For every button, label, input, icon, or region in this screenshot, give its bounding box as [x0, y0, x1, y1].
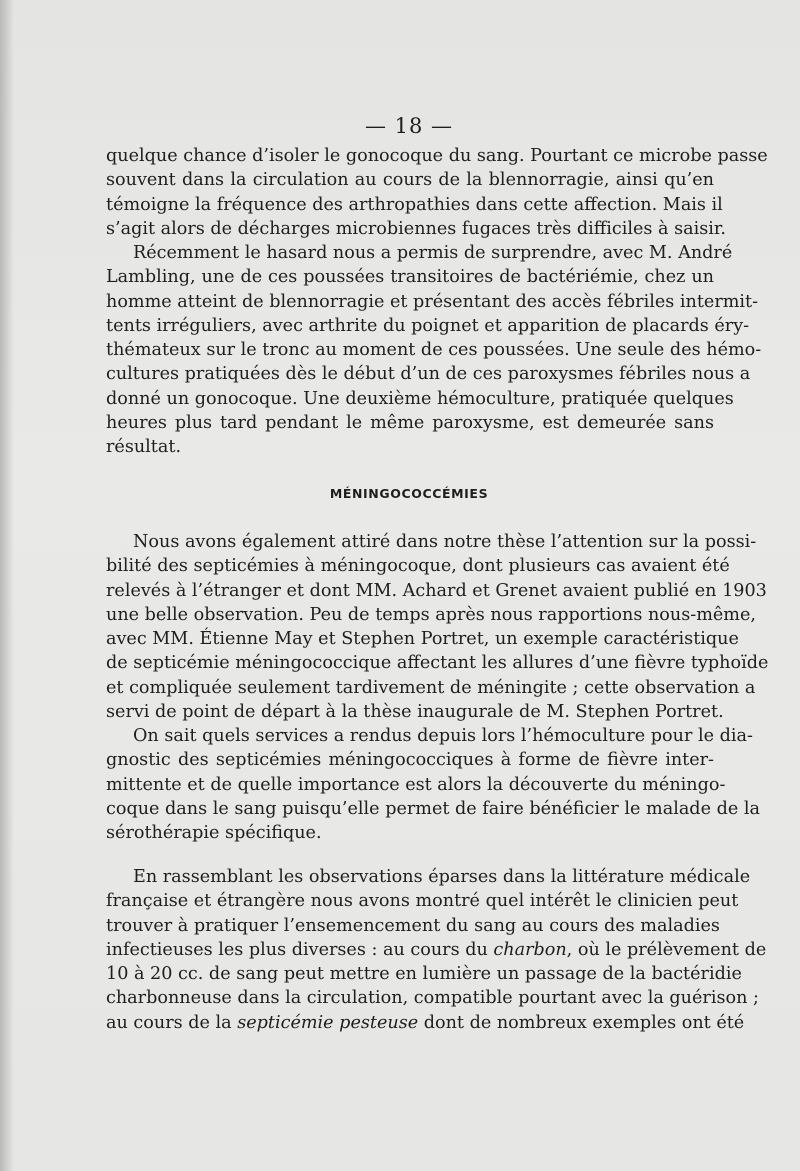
- paragraph-lambling-case: [106, 241, 762, 460]
- text-line: Nous avons également attiré dans notre thèse l’attention sur la possi-: [133, 532, 757, 552]
- italic-term: septicémie pesteuse: [237, 1012, 419, 1033]
- text-line: sérothérapie spécifique.: [106, 823, 322, 844]
- text-segment: dont de nombreux exemples ont été: [418, 1012, 745, 1033]
- text-line: donné un gonocoque. Une deuxième hémoculture, pratiquée quelques: [106, 388, 734, 409]
- text-line: heures plus tard pendant le même paroxysme, est demeurée sans: [106, 413, 714, 434]
- text-line: bilité des septicémies à méningocoque, dont plusieurs cas avaient été: [106, 556, 730, 577]
- text-line: servi de point de départ à la thèse inaugurale de M. Stephen Portret.: [106, 702, 724, 723]
- text-line: Lambling, une de ces poussées transitoires de bactériémie, chez un: [106, 267, 714, 288]
- paragraph-ensemencement: [106, 865, 767, 1035]
- paragraph-meningocoque: [106, 530, 769, 724]
- paragraph-gonocoque: [106, 144, 768, 241]
- text-line: En rassemblant les observations éparses dans la littérature médicale: [133, 867, 751, 887]
- text-line: de septicémie méningococcique affectant les allures d’une fièvre typhoïde: [106, 653, 769, 674]
- text-line: homme atteint de blennorragie et présentant des accès fébriles intermit-: [106, 291, 759, 312]
- text-line: mittente et de quelle importance est alors la découverte du méningo-: [106, 774, 726, 795]
- text-line: française et étrangère nous avons montré quel intérêt le clinicien peut: [106, 891, 739, 912]
- section-heading: MÉNINGOCOCCÉMIES: [329, 486, 489, 501]
- text-line: On sait quels services a rendus depuis lors l’hémoculture pour le dia-: [133, 726, 753, 746]
- text-line: quelque chance d’isoler le gonocoque du sang. Pourtant ce microbe passe: [106, 146, 768, 166]
- text-line: résultat.: [106, 437, 182, 458]
- text-line: et compliquée seulement tardivement de méningite ; cette observation a: [106, 677, 756, 698]
- text-line: tents irréguliers, avec arthrite du poignet et apparition de placards éry-: [106, 315, 750, 336]
- text-line: thémateux sur le tronc au moment de ces poussées. Une seule des hémo-: [106, 340, 762, 361]
- page-number: — 18 —: [364, 114, 454, 138]
- text-line: [106, 1011, 745, 1035]
- text-line: relevés à l’étranger et dont MM. Achard et Grenet avaient publié en 1903: [106, 580, 767, 601]
- text-line: avec MM. Étienne May et Stephen Portret, un exemple caractéristique: [106, 629, 739, 650]
- text-line: cultures pratiquées dès le début d’un de ces paroxysmes fébriles nous a: [106, 364, 751, 385]
- text-line: [106, 938, 767, 962]
- paragraph-hemoculture: [106, 724, 760, 845]
- text-line: charbonneuse dans la circulation, compatible pourtant avec la guérison ;: [106, 988, 759, 1009]
- text-line: trouver à pratiquer l’ensemencement du sang au cours des maladies: [106, 915, 720, 936]
- text-segment: au cours de la: [106, 1012, 238, 1033]
- text-line: souvent dans la circulation au cours de la blennorragie, ainsi qu’en: [106, 170, 714, 191]
- text-line: coque dans le sang puisqu’elle permet de faire bénéficier le malade de la: [106, 798, 760, 819]
- text-line: une belle observation. Peu de temps après nous rapportions nous-même,: [106, 604, 756, 625]
- text-line: s’agit alors de décharges microbiennes fugaces très difficiles à saisir.: [106, 218, 726, 239]
- text-line: 10 à 20 cc. de sang peut mettre en lumière un passage de la bactéridie: [106, 964, 742, 985]
- italic-term: charbon: [493, 939, 567, 960]
- text-segment: , où le prélèvement de: [566, 939, 767, 960]
- text-line: Récemment le hasard nous a permis de surprendre, avec M. André: [133, 243, 733, 263]
- text-line: témoigne la fréquence des arthropathies dans cette affection. Mais il: [106, 194, 723, 215]
- text-line: gnostic des septicémies méningococciques à forme de fièvre inter-: [106, 750, 714, 771]
- text-segment: infectieuses les plus diverses : au cours du: [106, 939, 494, 960]
